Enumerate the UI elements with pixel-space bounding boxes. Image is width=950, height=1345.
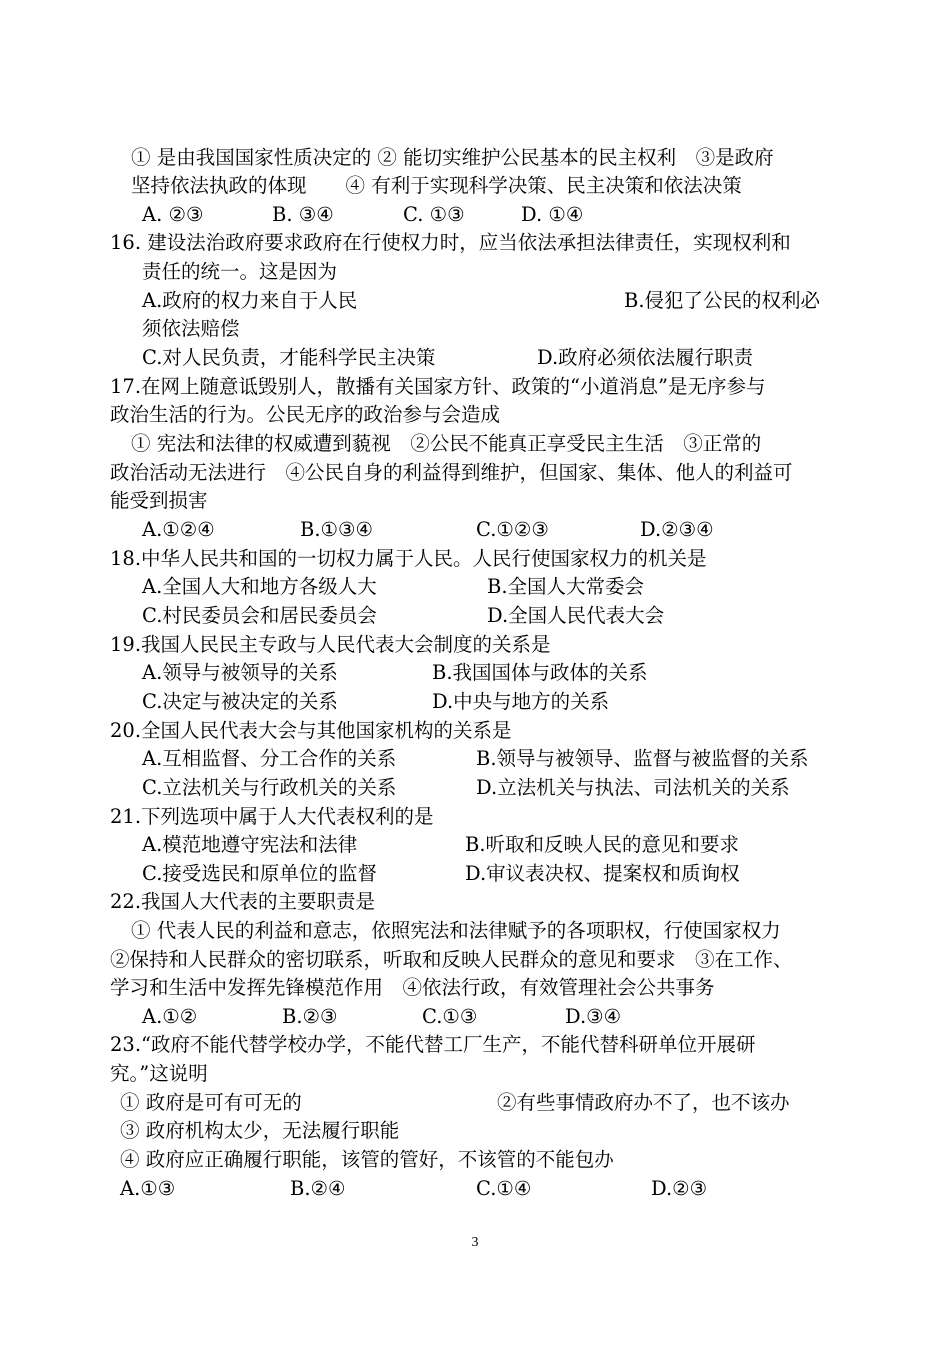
- q17-items-line-1: ① 宪法和法律的权威遭到藐视 ②公民不能真正享受民主生活 ③正常的: [131, 432, 762, 455]
- q15-option-c[interactable]: C. ①③: [403, 203, 465, 226]
- q23-option-c[interactable]: C.①④: [476, 1177, 532, 1200]
- q22-option-d[interactable]: D.③④: [565, 1005, 622, 1028]
- q23-item-2: ②有些事情政府办不了，也不该办: [497, 1091, 790, 1114]
- q23-option-b[interactable]: B.②④: [290, 1177, 346, 1200]
- q20-option-c[interactable]: C.立法机关与行政机关的关系: [142, 776, 397, 799]
- q17-stem-line-2: 政治生活的行为。公民无序的政治参与会造成: [110, 403, 501, 426]
- q19-stem: 19.我国人民民主专政与人民代表大会制度的关系是: [110, 633, 551, 656]
- page-number: 3: [471, 1235, 479, 1250]
- q15-option-d[interactable]: D. ①④: [521, 203, 584, 226]
- q16-option-a[interactable]: A.政府的权力来自于人民: [142, 289, 358, 312]
- q23-item-4: ④ 政府应正确履行职能，该管的管好，不该管的不能包办: [120, 1148, 614, 1171]
- q16-stem-line-2: 责任的统一。这是因为: [142, 260, 338, 283]
- q21-stem: 21.下列选项中属于人大代表权利的是: [110, 805, 434, 828]
- q16-option-b[interactable]: B.侵犯了公民的权利必: [624, 289, 821, 312]
- q18-option-b[interactable]: B.全国人大常委会: [487, 575, 645, 598]
- q18-stem: 18.中华人民共和国的一切权力属于人民。人民行使国家权力的机关是: [110, 547, 707, 570]
- q23-option-a[interactable]: A.①③: [120, 1177, 176, 1200]
- q15-option-a[interactable]: A. ②③: [142, 203, 204, 226]
- q22-items-line-3: 学习和生活中发挥先锋模范作用 ④依法行政，有效管理社会公共事务: [110, 976, 715, 999]
- q20-option-d[interactable]: D.立法机关与执法、司法机关的关系: [476, 776, 790, 799]
- q23-stem-line-1: 23.“政府不能代替学校办学，不能代替工厂生产，不能代替科研单位开展研: [110, 1033, 756, 1056]
- q19-option-b[interactable]: B.我国国体与政体的关系: [432, 661, 648, 684]
- q21-option-c[interactable]: C.接受选民和原单位的监督: [142, 862, 377, 885]
- q17-stem-line-1: 17.在网上随意诋毁别人，散播有关国家方针、政策的“小道消息”是无序参与: [110, 375, 766, 398]
- q16-stem-line-1: 16. 建设法治政府要求政府在行使权力时，应当依法承担法律责任，实现权利和: [110, 231, 791, 254]
- q23-option-d[interactable]: D.②③: [651, 1177, 708, 1200]
- q17-items-line-3: 能受到损害: [110, 489, 208, 512]
- q22-option-b[interactable]: B.②③: [282, 1005, 338, 1028]
- q18-option-d[interactable]: D.全国人民代表大会: [487, 604, 665, 627]
- q15-items-line-2: 坚持依法执政的体现 ④ 有利于实现科学决策、民主决策和依法决策: [131, 174, 742, 197]
- q22-items-line-1: ① 代表人民的利益和意志，依照宪法和法律赋予的各项职权，行使国家权力: [131, 919, 781, 942]
- q16-option-c[interactable]: C.对人民负责，才能科学民主决策: [142, 346, 436, 369]
- q16-option-d[interactable]: D.政府必须依法履行职责: [537, 346, 754, 369]
- q16-option-b-continued: 须依法赔偿: [142, 317, 240, 340]
- q22-option-a[interactable]: A.①②: [142, 1005, 198, 1028]
- q22-option-c[interactable]: C.①③: [422, 1005, 478, 1028]
- q22-items-line-2: ②保持和人民群众的密切联系，听取和反映人民群众的意见和要求 ③在工作、: [110, 948, 793, 971]
- q15-items-line-1: ① 是由我国国家性质决定的 ② 能切实维护公民基本的民主权利 ③是政府: [131, 146, 774, 169]
- q23-stem-line-2: 究。”这说明: [110, 1062, 208, 1085]
- q20-stem: 20.全国人民代表大会与其他国家机构的关系是: [110, 719, 512, 742]
- q17-option-d[interactable]: D.②③④: [640, 518, 714, 541]
- q15-option-b[interactable]: B. ③④: [272, 203, 334, 226]
- q17-option-c[interactable]: C.①②③: [476, 518, 549, 541]
- q20-option-a[interactable]: A.互相监督、分工合作的关系: [142, 747, 397, 770]
- q20-option-b[interactable]: B.领导与被领导、监督与被监督的关系: [476, 747, 809, 770]
- q23-item-1: ① 政府是可有可无的: [120, 1091, 302, 1114]
- q17-option-b[interactable]: B.①③④: [300, 518, 373, 541]
- q21-option-d[interactable]: D.审议表决权、提案权和质询权: [465, 862, 740, 885]
- q19-option-d[interactable]: D.中央与地方的关系: [432, 690, 610, 713]
- q18-option-c[interactable]: C.村民委员会和居民委员会: [142, 604, 377, 627]
- q21-option-a[interactable]: A.模范地遵守宪法和法律: [142, 833, 358, 856]
- q19-option-a[interactable]: A.领导与被领导的关系: [142, 661, 338, 684]
- q17-option-a[interactable]: A.①②④: [142, 518, 215, 541]
- q19-option-c[interactable]: C.决定与被决定的关系: [142, 690, 338, 713]
- q17-items-line-2: 政治活动无法进行 ④公民自身的利益得到维护，但国家、集体、他人的利益可: [110, 461, 793, 484]
- q23-item-3: ③ 政府机构太少，无法履行职能: [120, 1119, 400, 1142]
- q18-option-a[interactable]: A.全国人大和地方各级人大: [142, 575, 377, 598]
- q21-option-b[interactable]: B.听取和反映人民的意见和要求: [465, 833, 740, 856]
- q22-stem: 22.我国人大代表的主要职责是: [110, 890, 376, 913]
